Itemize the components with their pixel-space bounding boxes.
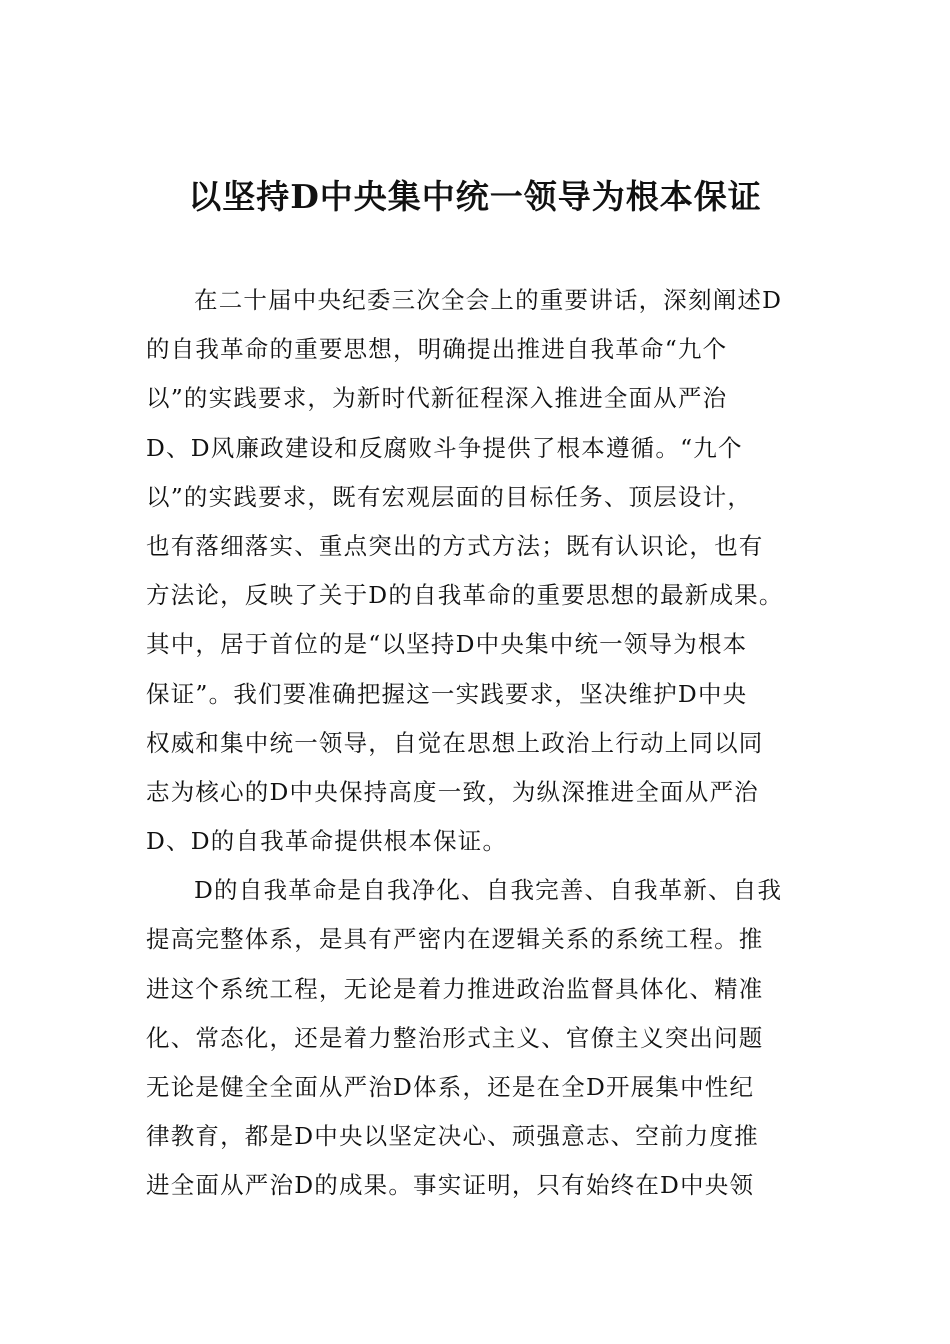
- paragraph-line: 进这个系统工程，无论是着力推进政治监督具体化、精准: [146, 974, 764, 1003]
- paragraph-1: [146, 276, 816, 866]
- paragraph-line: 进全面从严治D的成果。事实证明，只有始终在D中央领: [146, 1171, 755, 1200]
- paragraph-line: D的自我革命是自我净化、自我完善、自我革新、自我: [194, 876, 783, 905]
- paragraph-line: 以”的实践要求，既有宏观层面的目标任务、顶层设计，: [146, 482, 753, 511]
- paragraph-line: 志为核心的D中央保持高度一致，为纵深推进全面从严治: [146, 777, 759, 806]
- paragraph-line: D、D的自我革命提供根本保证。: [146, 827, 508, 856]
- paragraph-line: D、D风廉政建设和反腐败斗争提供了根本遵循。“九个: [146, 433, 743, 462]
- paragraph-line: 也有落细落实、重点突出的方式方法；既有认识论，也有: [146, 531, 764, 560]
- paragraph-line: 无论是健全全面从严治D体系，还是在全D开展集中性纪: [146, 1073, 755, 1101]
- paragraph-line: 以”的实践要求，为新时代新征程深入推进全面从严治: [146, 384, 728, 413]
- paragraph-line: 方法论，反映了关于D的自我革命的重要思想的最新成果。: [146, 581, 784, 610]
- paragraph-line: 的自我革命的重要思想，明确提出推进自我革命“九个: [146, 335, 728, 364]
- paragraph-line: 权威和集中统一领导，自觉在思想上政治上行动上同以同: [146, 728, 764, 757]
- paragraph-line: 保证”。我们要准确把握这一实践要求，坚决维护D中央: [146, 679, 748, 708]
- document-body: [146, 276, 816, 1211]
- paragraph-2: [146, 866, 816, 1210]
- paragraph-line: 化、常态化，还是着力整治形式主义、官僚主义突出问题: [146, 1023, 764, 1052]
- document-title: 以坚持D中央集中统一领导为根本保证: [188, 177, 762, 216]
- paragraph-line: 提高完整体系，是具有严密内在逻辑关系的系统工程。推: [146, 925, 764, 954]
- paragraph-line: 律教育，都是D中央以坚定决心、顽强意志、空前力度推: [146, 1122, 759, 1151]
- paragraph-line: 在二十届中央纪委三次全会上的重要讲话，深刻阐述D: [194, 286, 783, 314]
- paragraph-line: 其中，居于首位的是“以坚持D中央集中统一领导为根本: [146, 630, 748, 659]
